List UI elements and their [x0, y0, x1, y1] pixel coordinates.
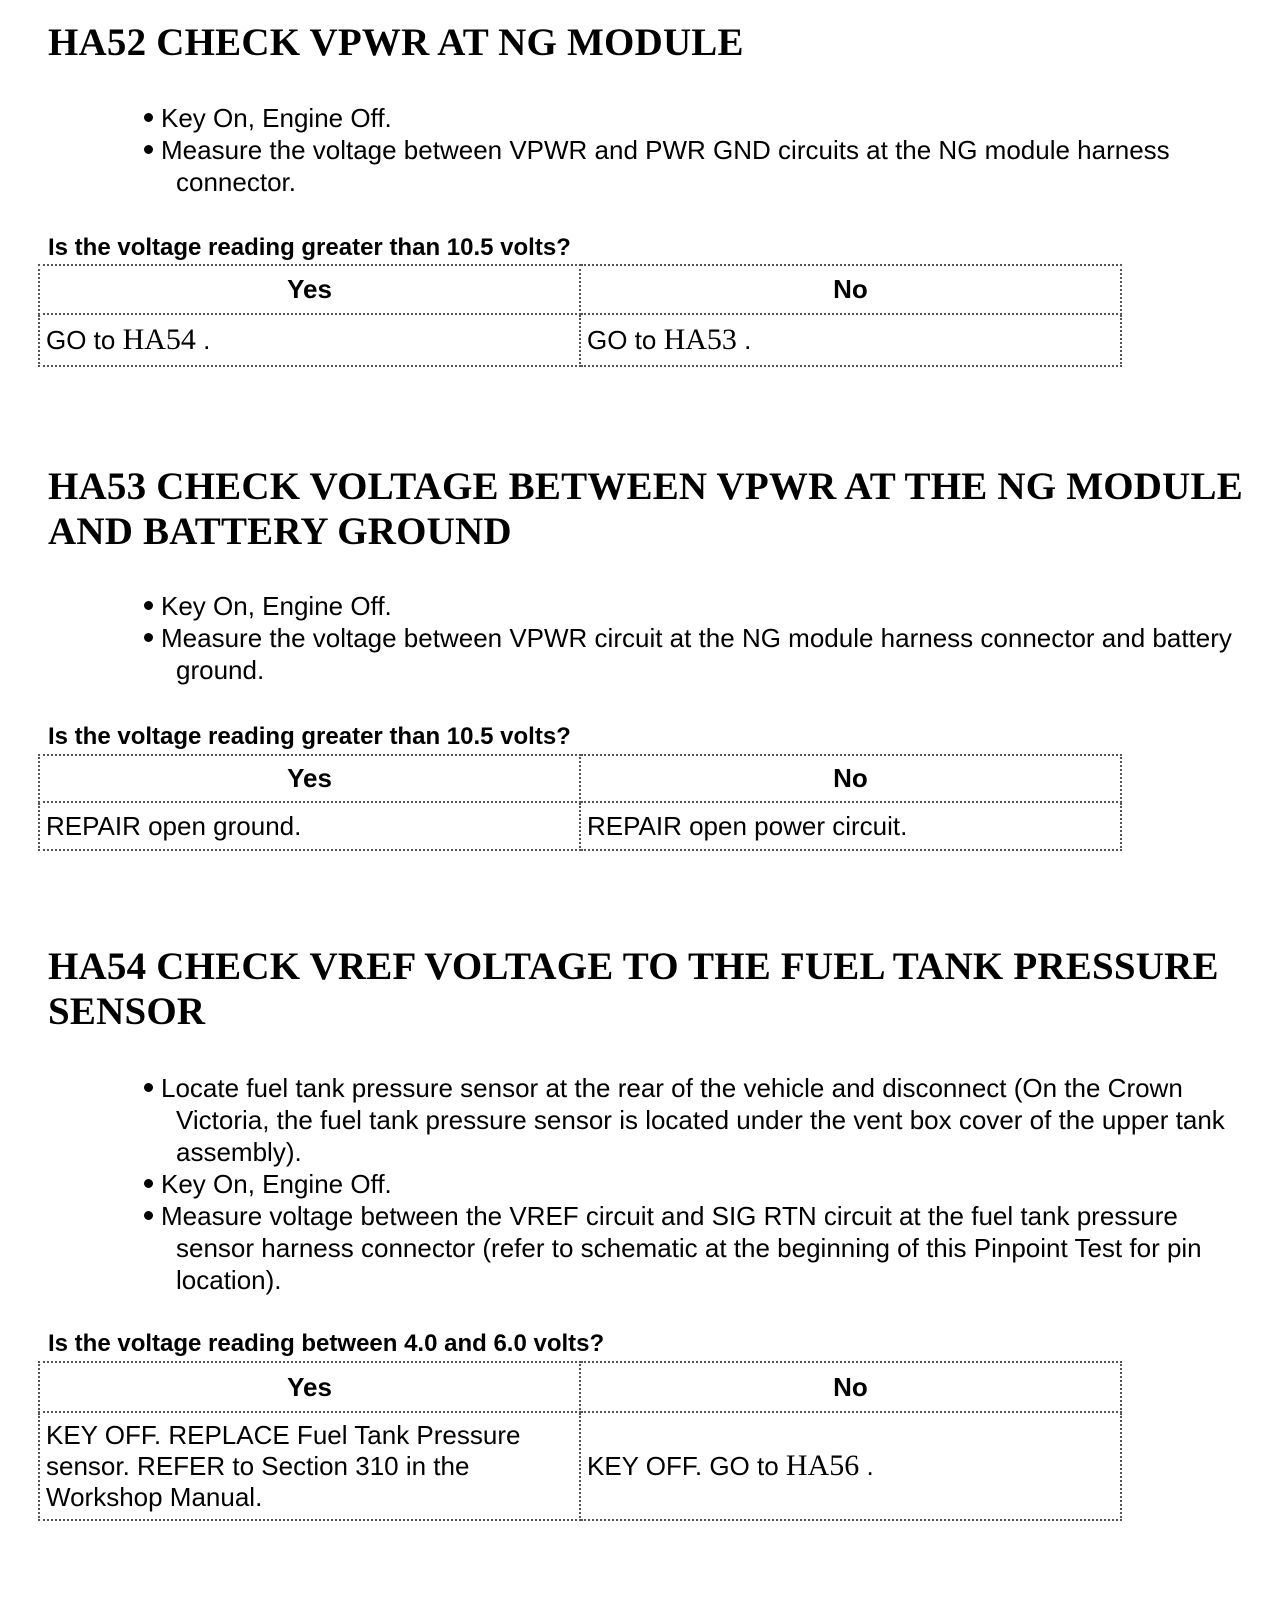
yes-cell: REPAIR open ground.: [39, 802, 580, 850]
yes-header: Yes: [39, 755, 580, 802]
step-item: Measure voltage between the VREF circuit and SIG RTN circuit at the fuel tank pressure sensor harness connector (refer to schematic at the beginning of this Pinpoint Test for pin location).: [128, 1200, 1238, 1296]
step-item: Locate fuel tank pressure sensor at the rear of the vehicle and disconnect (On the Crown Victoria, the fuel tank pressure sensor is located under the vent box cover of the upper tank assembly).: [128, 1072, 1238, 1168]
yes-cell: KEY OFF. REPLACE Fuel Tank Pressure sensor. REFER to Section 310 in the Workshop Manual.: [39, 1412, 580, 1520]
step-item: Measure the voltage between VPWR and PWR GND circuits at the NG module harness connector.: [128, 134, 1238, 198]
decision-table: [38, 1361, 1122, 1521]
section-heading: HA52 CHECK VPWR AT NG MODULE: [48, 21, 744, 64]
yes-action: GO to: [46, 325, 116, 355]
question: Is the voltage reading between 4.0 and 6.0 volts?: [48, 1330, 605, 1357]
no-header: No: [580, 755, 1121, 802]
no-cell: [580, 1412, 1121, 1520]
yes-header: Yes: [39, 265, 580, 314]
decision-table: [38, 754, 1122, 851]
step-list: [128, 590, 1238, 686]
yes-header: Yes: [39, 1362, 580, 1412]
no-action: GO to: [587, 325, 657, 355]
section-heading: HA53 CHECK VOLTAGE BETWEEN VPWR AT THE NG MODULE AND BATTERY GROUND: [48, 465, 1243, 553]
ha56-link[interactable]: HA56: [785, 1449, 860, 1482]
step-list: [128, 1072, 1238, 1296]
step-item: Measure the voltage between VPWR circuit at the NG module harness connector and battery ground.: [128, 622, 1238, 686]
decision-table: [38, 264, 1122, 367]
no-cell: REPAIR open power circuit.: [580, 802, 1121, 850]
yes-cell: [39, 314, 580, 366]
question: Is the voltage reading greater than 10.5 volts?: [48, 723, 571, 750]
no-tail: .: [866, 1451, 874, 1481]
no-cell: [580, 314, 1121, 366]
yes-tail: .: [203, 325, 211, 355]
question: Is the voltage reading greater than 10.5 volts?: [48, 234, 571, 261]
step-item: Key On, Engine Off.: [128, 590, 1238, 622]
no-action: KEY OFF. GO to: [587, 1451, 779, 1481]
no-header: No: [580, 265, 1121, 314]
no-header: No: [580, 1362, 1121, 1412]
section-heading: HA54 CHECK VREF VOLTAGE TO THE FUEL TANK PRESSURE SENSOR: [48, 945, 1219, 1033]
step-list: [128, 102, 1238, 198]
ha53-link[interactable]: HA53: [663, 323, 737, 356]
ha54-link[interactable]: HA54: [122, 323, 196, 356]
no-tail: .: [744, 325, 752, 355]
step-item: Key On, Engine Off.: [128, 1168, 1238, 1200]
step-item: Key On, Engine Off.: [128, 102, 1238, 134]
